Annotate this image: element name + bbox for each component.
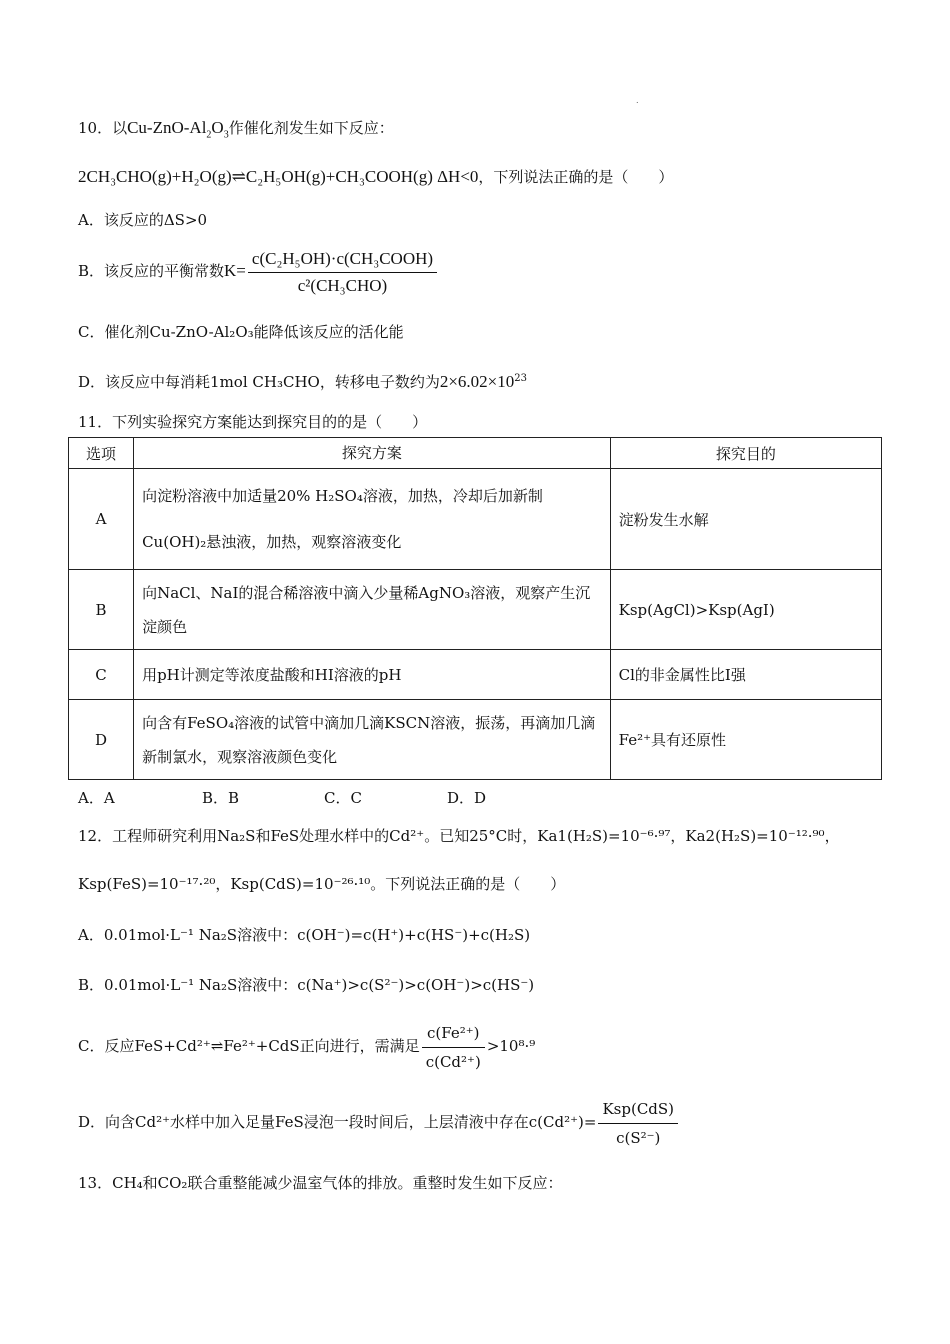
q11-choice-d[interactable]: D．D — [447, 789, 487, 807]
row-goal: 淀粉发生水解 — [610, 469, 881, 570]
q12-option-c[interactable]: C．反应FeS+Cd²⁺⇌Fe²⁺+CdS正向进行，需满足 $\frac{\text{c(Fe²⁺)}}{\text{c(Cd²⁺)}}$ >10⁸·⁹ — [78, 1016, 535, 1076]
scan-dot: . — [636, 96, 639, 105]
row-plan: 向NaCl、NaI的混合稀溶液中滴入少量稀AgNO₃溶液，观察产生沉淀颜色 — [134, 570, 611, 650]
q12-option-d-fraction: $\frac{\text{Ksp(CdS)}}{\text{c(S²⁻)}}$ — [598, 1097, 678, 1150]
row-option: B — [69, 570, 134, 650]
q11-choice-a[interactable]: A．A — [78, 789, 115, 807]
row-goal: Fe²⁺具有还原性 — [610, 700, 881, 780]
q11-choice-c[interactable]: C．C — [324, 789, 362, 807]
q12-stem-line1: 12．工程师研究利用Na₂S和FeS处理水样中的Cd²⁺。已知25°C时，Ka1(H₂S)=10⁻⁶·⁹⁷，Ka2(H₂S)=10⁻¹²·⁹⁰， — [78, 827, 840, 845]
table-header-row — [69, 438, 882, 469]
q10-option-c[interactable]: C．催化剂Cu-ZnO-Al₂O₃能降低该反应的活化能 — [78, 323, 404, 341]
q10-question: ，下列说法正确的是（ ） — [478, 168, 674, 186]
row-plan: 用pH计测定等浓度盐酸和HI溶液的pH — [134, 650, 611, 700]
table-row — [69, 650, 882, 700]
q12-option-d[interactable]: D．向含Cd²⁺水样中加入足量FeS浸泡一段时间后，上层清液中存在c(Cd²⁺)= $\frac{\text{Ksp(CdS)}}{\text{c(S²⁻)}}$ — [78, 1092, 680, 1152]
q10-option-d[interactable]: D．该反应中每消耗1mol CH₃CHO，转移电子数约为$2\times 6.02\times 10^{23}$ — [78, 372, 527, 391]
header-option: 选项 — [69, 438, 134, 469]
q12-option-c-fraction: $\frac{\text{c(Fe²⁺)}}{\text{c(Cd²⁺)}}$ — [422, 1021, 485, 1074]
row-goal: Cl的非金属性比I强 — [610, 650, 881, 700]
row-option: C — [69, 650, 134, 700]
q12-stem-line2: Ksp(FeS)=10⁻¹⁷·²⁰，Ksp(CdS)=10⁻²⁶·¹⁰。下列说法正确的是（ ） — [78, 875, 566, 893]
row-goal: Ksp(AgCl)>Ksp(AgI) — [610, 570, 881, 650]
q12-option-a[interactable]: A．0.01mol·L⁻¹ Na₂S溶液中：c(OH⁻)=c(H⁺)+c(HS⁻)+c(H₂S) — [78, 926, 531, 944]
table-row — [69, 570, 882, 650]
row-plan: 向含有FeSO₄溶液的试管中滴加几滴KSCN溶液，振荡，再滴加几滴新制氯水，观察溶液颜色变化 — [134, 700, 611, 780]
header-goal: 探究目的 — [610, 438, 881, 469]
row-plan: 向淀粉溶液中加适量20% H₂SO₄溶液，加热，冷却后加新制Cu(OH)₂悬浊液，加热，观察溶液变化 — [134, 469, 611, 570]
q13-stem: 13．CH₄和CO₂联合重整能减少温室气体的排放。重整时发生如下反应： — [78, 1174, 563, 1192]
table-row — [69, 469, 882, 570]
q12-option-b[interactable]: B．0.01mol·L⁻¹ Na₂S溶液中：c(Na⁺)>c(S²⁻)>c(OH⁻)>c(HS⁻) — [78, 976, 535, 994]
q11-choice-b[interactable]: B．B — [202, 789, 240, 807]
q10-option-a[interactable]: A．该反应的ΔS>0 — [78, 211, 208, 229]
row-option: D — [69, 700, 134, 780]
q10-stem: 10．以$Cu-ZnO-Al_2O_3$作催化剂发生如下反应： — [78, 118, 394, 141]
header-plan: 探究方案 — [134, 438, 611, 469]
q10-option-b[interactable]: B．该反应的平衡常数K= $\frac{\text{c(C₂H₅OH)·c(CH₃COOH)}}{\text{c²(CH₃CHO)}}$ — [78, 242, 439, 300]
q10-equation-line — [78, 167, 673, 187]
q10-option-b-fraction: $\frac{\text{c(C₂H₅OH)·c(CH₃COOH)}}{\text{c²(CH₃CHO)}}$ — [248, 248, 437, 297]
q10-equation: 2CH₃CHO(g)+H₂O(g)⇌C₂H₅OH(g)+CH₃COOH(g) ΔH<0 — [78, 167, 479, 186]
row-option: A — [69, 469, 134, 570]
table-row — [69, 700, 882, 780]
q11-table — [68, 437, 882, 780]
q11-stem: 11．下列实验探究方案能达到探究目的的是（ ） — [78, 413, 428, 431]
